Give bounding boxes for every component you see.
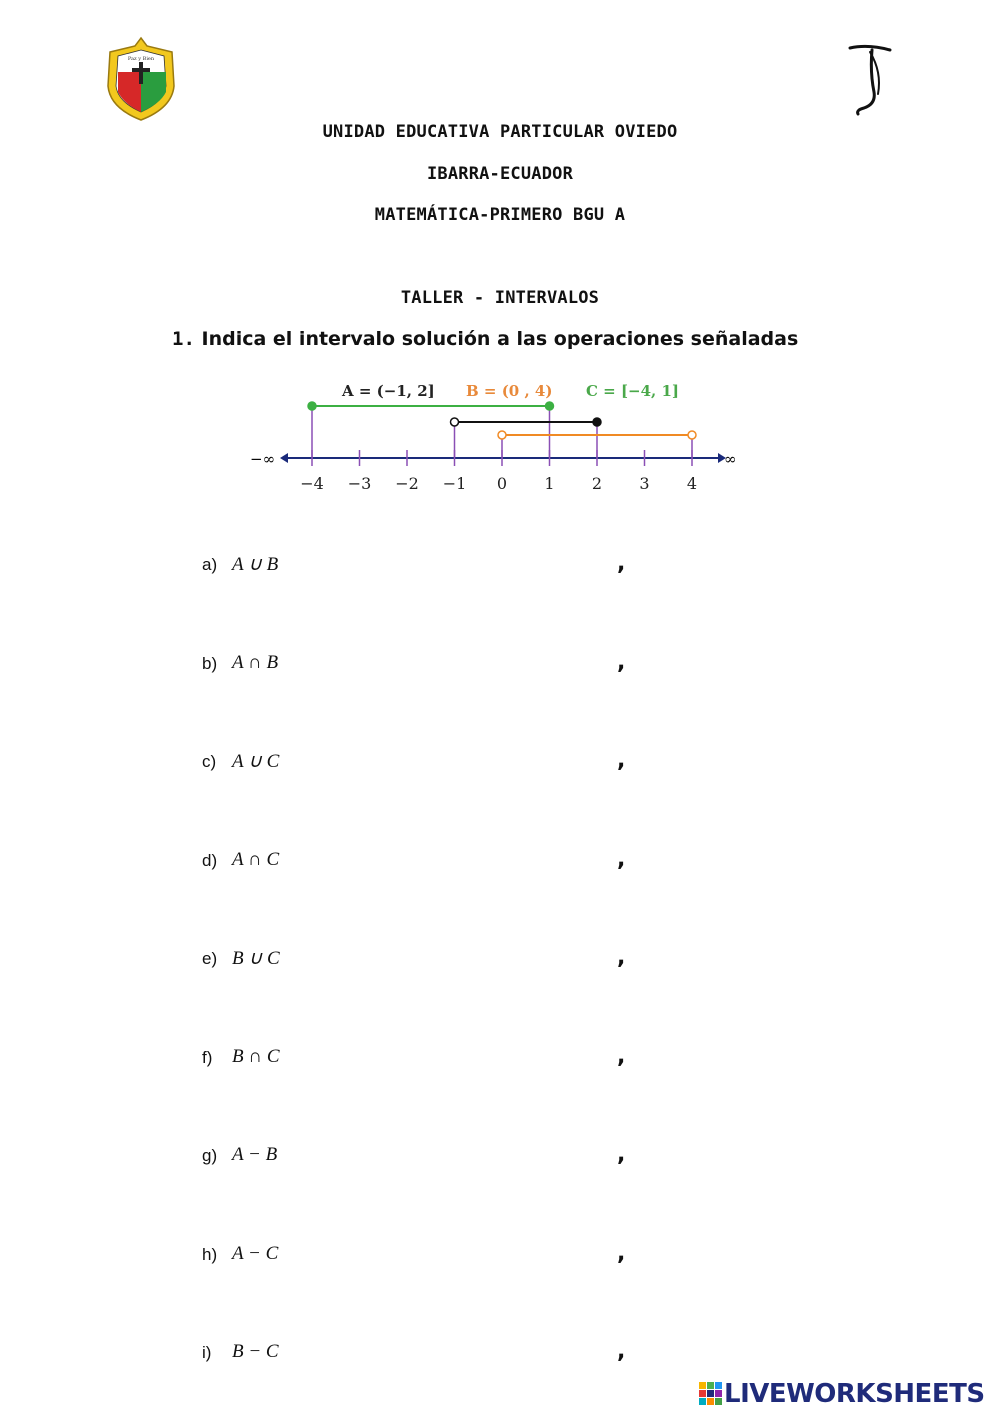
tick-label: −3 bbox=[347, 474, 372, 493]
item-expression: A ∪ B bbox=[232, 554, 279, 575]
item-label: e) bbox=[202, 949, 218, 968]
set-label: B = (0 , 4) bbox=[466, 382, 553, 400]
item-label: c) bbox=[202, 752, 217, 771]
tick-label: 3 bbox=[639, 474, 650, 493]
liveworksheets-branding bbox=[698, 1377, 998, 1411]
answer-separator: , bbox=[617, 1339, 626, 1364]
item-expression: B − C bbox=[232, 1341, 279, 1362]
tick-label: 0 bbox=[496, 474, 508, 493]
answer-separator: , bbox=[617, 1241, 626, 1266]
tick-label: 1 bbox=[544, 474, 555, 493]
open-endpoint bbox=[498, 431, 506, 439]
branding-text: LIVEWORKSHEETS bbox=[724, 1379, 985, 1409]
school-crest-logo bbox=[104, 36, 178, 122]
tick-label: −2 bbox=[395, 474, 419, 493]
open-endpoint bbox=[451, 418, 459, 426]
item-label: b) bbox=[202, 654, 218, 673]
school-name: UNIDAD EDUCATIVA PARTICULAR OVIEDO bbox=[322, 122, 678, 142]
answer-separator: , bbox=[617, 650, 626, 675]
answer-separator: , bbox=[617, 847, 626, 872]
answer-separator: , bbox=[617, 1044, 626, 1069]
set-label: C = [−4, 1] bbox=[586, 382, 680, 400]
liveworksheets-logo-icon bbox=[698, 1381, 724, 1407]
school-city: IBARRA-ECUADOR bbox=[426, 164, 574, 184]
answer-separator: , bbox=[617, 1142, 626, 1167]
pos-infinity: ∞ bbox=[724, 450, 737, 468]
number-line bbox=[246, 376, 746, 500]
item-label: a) bbox=[202, 555, 218, 574]
item-expression: B ∪ C bbox=[232, 948, 280, 969]
crest-motto: Paz y Bien bbox=[127, 56, 155, 62]
item-label: i) bbox=[202, 1343, 212, 1362]
closed-endpoint bbox=[546, 402, 554, 410]
item-expression: B ∩ C bbox=[232, 1046, 280, 1067]
open-endpoint bbox=[688, 431, 696, 439]
item-expression: A ∪ C bbox=[232, 751, 280, 772]
item-label: g) bbox=[202, 1146, 218, 1165]
answer-separator: , bbox=[617, 945, 626, 970]
tick-label: −4 bbox=[300, 474, 324, 493]
answer-separator: , bbox=[617, 551, 626, 576]
question-number: 1. bbox=[172, 328, 195, 350]
answer-separator: , bbox=[617, 748, 626, 773]
set-label: A = (−1, 2] bbox=[342, 382, 435, 400]
worksheet-title: TALLER - INTERVALOS bbox=[400, 288, 600, 308]
axis-left-arrow bbox=[280, 453, 288, 463]
item-expression: A − B bbox=[232, 1144, 278, 1165]
tick-label: −1 bbox=[442, 474, 467, 493]
subject-line: MATEMÁTICA-PRIMERO BGU A bbox=[374, 205, 626, 225]
question-text: Indica el intervalo solución a las operaciones señaladas bbox=[201, 328, 799, 350]
item-label: d) bbox=[202, 851, 218, 870]
closed-endpoint bbox=[308, 402, 316, 410]
question-1 bbox=[172, 328, 798, 350]
item-expression: A ∩ C bbox=[232, 849, 280, 870]
item-expression: A ∩ B bbox=[232, 652, 279, 673]
neg-infinity: −∞ bbox=[250, 450, 276, 468]
item-label: f) bbox=[202, 1048, 213, 1067]
signature-mark bbox=[846, 42, 896, 116]
closed-endpoint bbox=[593, 418, 601, 426]
tick-label: 4 bbox=[686, 474, 698, 493]
item-label: h) bbox=[202, 1245, 218, 1264]
tick-label: 2 bbox=[591, 474, 603, 493]
item-expression: A − C bbox=[232, 1243, 279, 1264]
